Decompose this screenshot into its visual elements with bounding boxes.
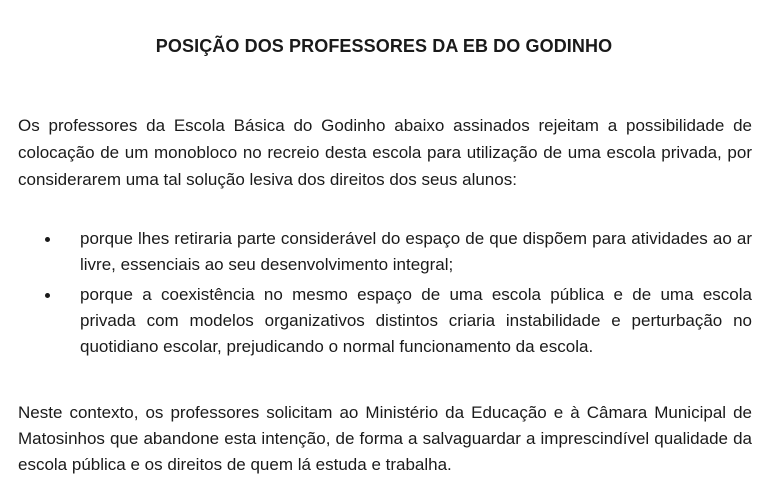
bullet-text: porque a coexistência no mesmo espaço de uma escola pública e de uma escola privada com modelos organizativos distintos criaria instabilidade e perturbação no quotidiano escolar, prejudicando o normal funcionamento da escola. — [80, 285, 752, 356]
bullet-item — [18, 226, 752, 278]
bullet-list — [18, 226, 752, 360]
bullet-dot-icon — [45, 293, 50, 298]
bullet-item — [18, 282, 752, 360]
bullet-dot-icon — [45, 237, 50, 242]
bullet-text: porque lhes retiraria parte considerável do espaço de que dispõem para atividades ao ar livre, essenciais ao seu desenvolvimento integral; — [80, 229, 752, 274]
intro-paragraph: Os professores da Escola Básica do Godinho abaixo assinados rejeitam a possibilidade de colocação de um monobloco no recreio desta escola para utilização de uma escola privada, por considerarem uma tal solução lesiva dos direitos dos seus alunos: — [18, 116, 752, 189]
document-title: POSIÇÃO DOS PROFESSORES DA EB DO GODINHO — [155, 36, 613, 56]
closing-paragraph: Neste contexto, os professores solicitam ao Ministério da Educação e à Câmara Municipal de Matosinhos que abandone esta intenção, de forma a salvaguardar a imprescindível qualidade da escola pública e os direitos de quem lá estuda e trabalha. — [18, 403, 752, 474]
